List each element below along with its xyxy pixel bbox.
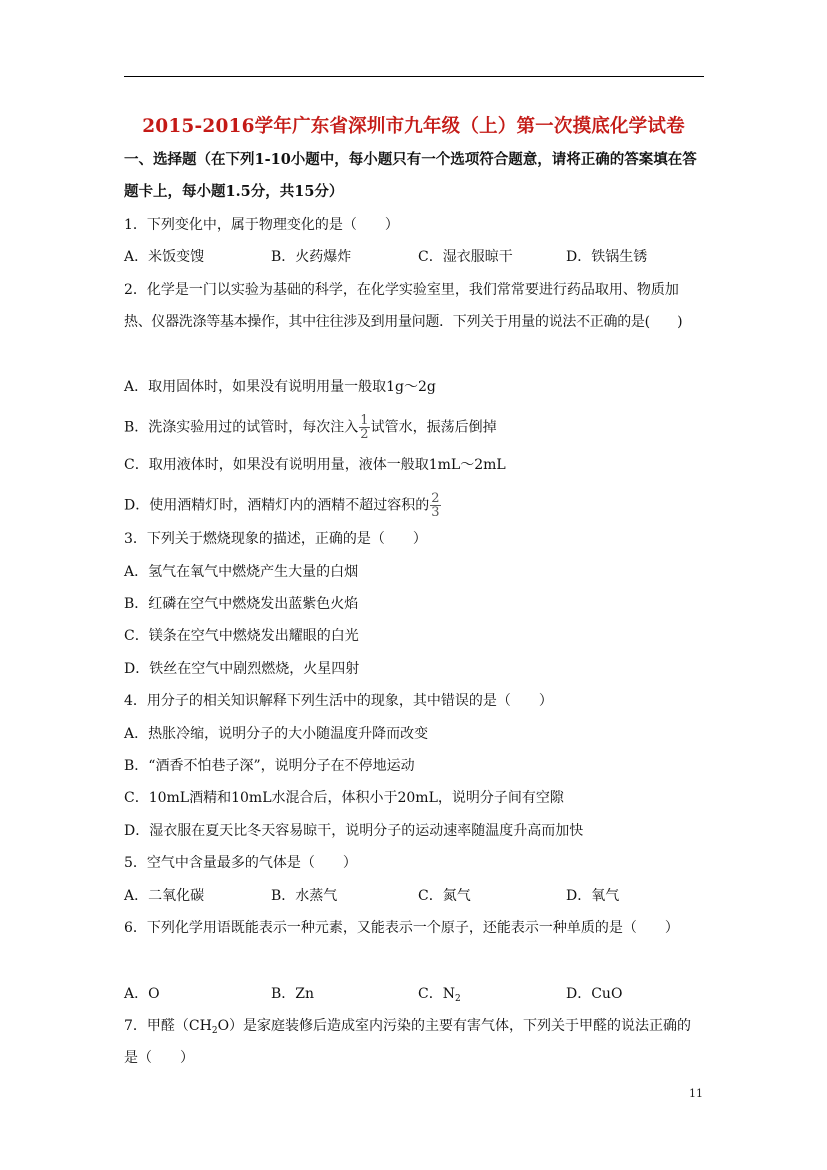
fraction-numerator: 2 [431,491,440,506]
q6-option-a: A．O [124,986,160,1002]
q2-option-c: C．取用液体时，如果没有说明用量，液体一般取1mL～2mL [124,457,506,473]
q7-stem-text-before: 7．甲醛（CH [124,1018,212,1034]
q4-option-a: A．热胀冷缩，说明分子的大小随温度升降而改变 [124,726,429,742]
q2-stem-line1: 2．化学是一门以实验为基础的科学，在化学实验室里，我们常常要进行药品取用、物质加 [124,282,679,298]
exam-title: 2015-2016学年广东省深圳市九年级（上）第一次摸底化学试卷 [142,116,685,137]
fraction-two-thirds [430,492,440,519]
q5-option-b: B．水蒸气 [271,888,338,904]
q6-option-d: D．CuO [566,986,623,1002]
section-heading-line2: 题卡上，每小题1.5分，共15分） [124,183,344,200]
q5-option-d: D．氧气 [566,888,620,904]
q3-option-a: A．氢气在氧气中燃烧产生大量的白烟 [124,564,359,580]
q2-option-b-text-before: B．洗涤实验用过的试管时，每次注入 [124,419,359,436]
q6-option-c-text: C．N [418,986,455,1002]
q3-option-c: C．镁条在空气中燃烧发出耀眼的白光 [124,628,359,644]
q5-option-a: A．二氧化碳 [124,888,205,904]
q2-option-d [124,492,442,519]
q4-option-c: C．10mL酒精和10mL水混合后，体积小于20mL，说明分子间有空隙 [124,790,564,806]
q2-option-b [124,414,497,441]
q4-option-b: B．“酒香不怕巷子深”，说明分子在不停地运动 [124,758,415,774]
q2-option-d-text: D．使用酒精灯时，酒精灯内的酒精不超过容积的 [124,497,430,514]
q7-stem-text-after: O）是家庭装修后造成室内污染的主要有害气体，下列关于甲醛的说法正确的 [217,1018,692,1034]
q7-stem-line1 [124,1016,691,1041]
fraction-numerator: 1 [360,413,369,428]
q4-option-d: D．湿衣服在夏天比冬天容易晾干，说明分子的运动速率随温度升高而加快 [124,823,584,839]
header-rule [124,76,704,77]
q6-option-c-subscript: 2 [454,994,461,1004]
q2-option-b-text-after: 试管水，振荡后倒掉 [370,419,497,436]
q4-stem: 4．用分子的相关知识解释下列生活中的现象，其中错误的是（ ） [124,693,553,709]
fraction-denominator: 3 [431,505,440,520]
q2-option-a: A．取用固体时，如果没有说明用量一般取1g～2g [124,379,436,395]
q6-stem: 6．下列化学用语既能表示一种元素，又能表示一个原子，还能表示一种单质的是（ ） [124,920,679,936]
q5-option-c: C．氮气 [418,888,471,904]
q1-option-d: D．铁锅生锈 [566,249,648,265]
q7-stem-subscript: 2 [211,1026,218,1036]
page-number: 11 [689,1087,703,1100]
section-heading-line1: 一、选择题（在下列1-10小题中，每小题只有一个选项符合题意，请将正确的答案填在答 [124,151,697,168]
q6-option-c [418,984,461,1009]
q3-stem: 3．下列关于燃烧现象的描述，正确的是（ ） [124,531,427,547]
q7-stem-line2: 是（ ） [124,1050,194,1066]
fraction-one-half [359,414,369,441]
q1-option-a: A．米饭变馊 [124,249,205,265]
q1-option-c: C．湿衣服晾干 [418,249,513,265]
q1-option-b: B．火药爆炸 [271,249,352,265]
q5-stem: 5．空气中含量最多的气体是（ ） [124,855,357,871]
q1-stem: 1．下列变化中，属于物理变化的是（ ） [124,217,399,233]
q2-stem-line2: 热、仪器洗涤等基本操作，其中往往涉及到用量问题．下列关于用量的说法不正确的是( ) [124,314,683,330]
fraction-denominator: 2 [360,427,369,442]
q3-option-d: D．铁丝在空气中剧烈燃烧，火星四射 [124,661,360,677]
q6-option-b: B．Zn [271,986,315,1002]
q3-option-b: B．红磷在空气中燃烧发出蓝紫色火焰 [124,596,359,612]
